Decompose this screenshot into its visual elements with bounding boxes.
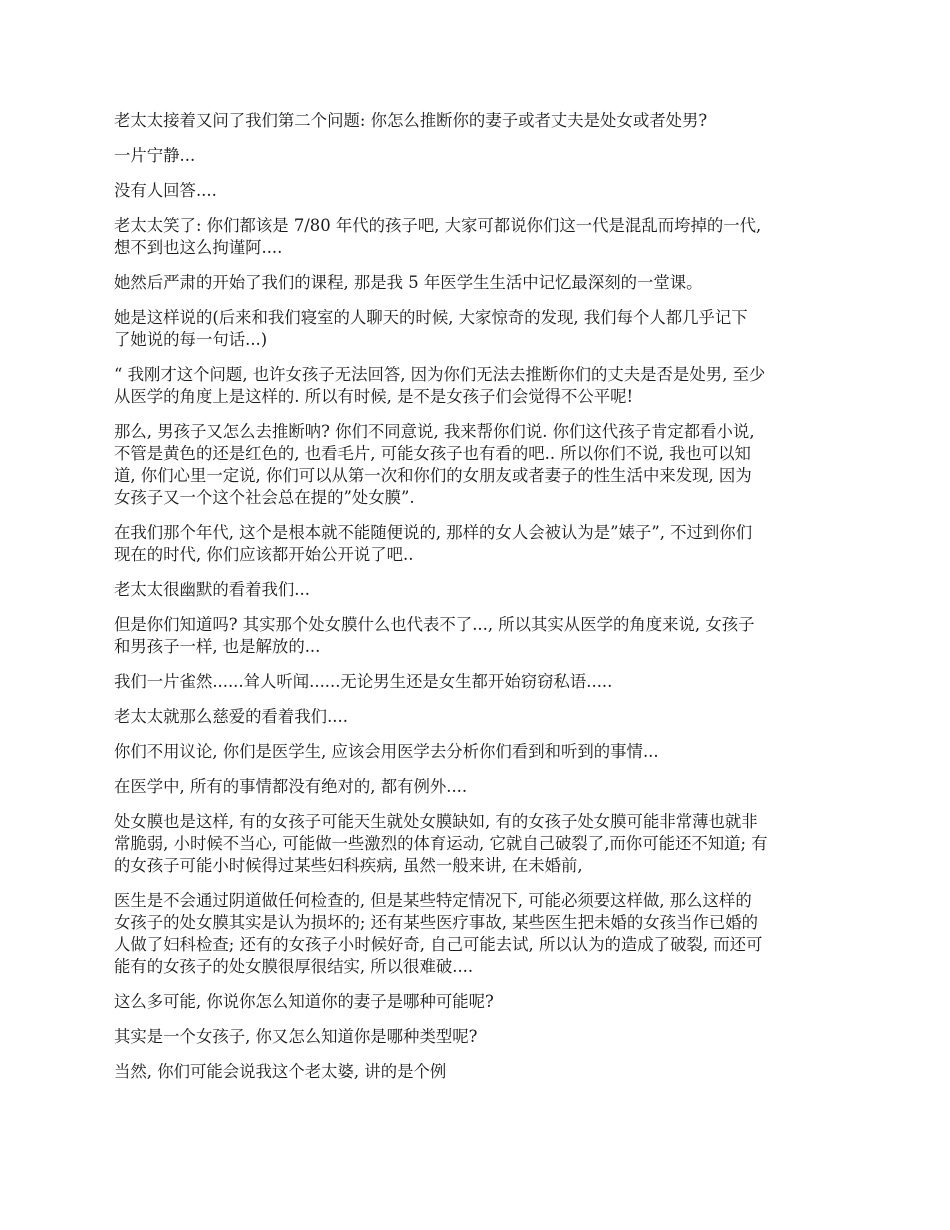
paragraph: 其实是一个女孩子, 你又怎么知道你是哪种类型呢? <box>114 1027 478 1046</box>
paragraph: 你们不用议论, 你们是医学生, 应该会用医学去分析你们看到和听到的事情... <box>114 742 659 761</box>
paragraph: 老太太很幽默的看着我们... <box>114 580 310 599</box>
paragraph: “ 我刚才这个问题, 也许女孩子无法回答, 因为你们无法去推断你们的丈夫是否是处男, 至少 从医学的角度上是这样的. 所以有时候, 是不是女孩子们会觉得不公平呢! <box>114 365 766 406</box>
paragraph: 那么, 男孩子又怎么去推断呐? 你们不同意说, 我来帮你们说. 你们这代孩子肯定都看小说, 不管是黄色的还是红色的, 也看毛片, 可能女孩子也有看的吧.. 所以你们不说, 我也可以知 道, 你们心里一定说, 你们可以从第一次和你们的女朋友或者妻子的性生活中来发现, 因为 女孩子又一个这个社会总在提的”处女膜”. <box>114 422 755 507</box>
paragraph: 一片宁静... <box>114 146 196 165</box>
paragraph: 但是你们知道吗? 其实那个处女膜什么也代表不了..., 所以其实从医学的角度来说, 女孩子 和男孩子一样, 也是解放的... <box>114 615 755 656</box>
paragraph: 这么多可能, 你说你怎么知道你的妻子是哪种可能呢? <box>114 992 494 1011</box>
paragraph: 老太太就那么慈爱的看着我们.... <box>114 707 348 726</box>
document-body <box>114 110 834 1096</box>
paragraph: 她然后严肃的开始了我们的课程, 那是我 5 年医学生生活中记忆最深刻的一堂课。 <box>114 273 703 292</box>
paragraph: 她是这样说的(后来和我们寝室的人聊天的时候, 大家惊奇的发现, 我们每个人都几乎记下 了她说的每一句话...) <box>114 308 748 349</box>
paragraph: 处女膜也是这样, 有的女孩子可能天生就处女膜缺如, 有的女孩子处女膜可能非常薄也就非 常脆弱, 小时候不当心, 可能做一些激烈的体育运动, 它就自己破裂了,而你可能还不知道; 有 的女孩子可能小时候得过某些妇科疾病, 虽然一般来讲, 在未婚前, <box>114 812 768 875</box>
paragraph: 医生是不会通过阴道做任何检查的, 但是某些特定情况下, 可能必须要这样做, 那么这样的 女孩子的处女膜其实是认为损坏的; 还有某些医疗事故, 某些医生把未婚的女孩当作已婚的 人做了妇科检查; 还有的女孩子小时候好奇, 自己可能去试, 所以认为的造成了破裂, 而还可 能有的女孩子的处女膜很厚很结实, 所以很难破.... <box>114 891 763 976</box>
paragraph: 没有人回答.... <box>114 181 217 200</box>
paragraph: 老太太接着又问了我们第二个问题: 你怎么推断你的妻子或者丈夫是处女或者处男? <box>114 111 708 130</box>
paragraph: 老太太笑了: 你们都该是 7/80 年代的孩子吧, 大家可都说你们这一代是混乱而垮掉的一代, 想不到也这么拘谨阿.... <box>114 216 762 257</box>
paragraph: 在医学中, 所有的事情都没有绝对的, 都有例外.... <box>114 777 468 796</box>
paragraph: 当然, 你们可能会说我这个老太婆, 讲的是个例 <box>114 1062 447 1081</box>
paragraph: 在我们那个年代, 这个是根本就不能随便说的, 那样的女人会被认为是”婊子”, 不过到你们 现在的时代, 你们应该都开始公开说了吧.. <box>114 523 753 564</box>
paragraph: 我们一片雀然......耸人听闻......无论男生还是女生都开始窃窃私语..... <box>114 672 613 691</box>
